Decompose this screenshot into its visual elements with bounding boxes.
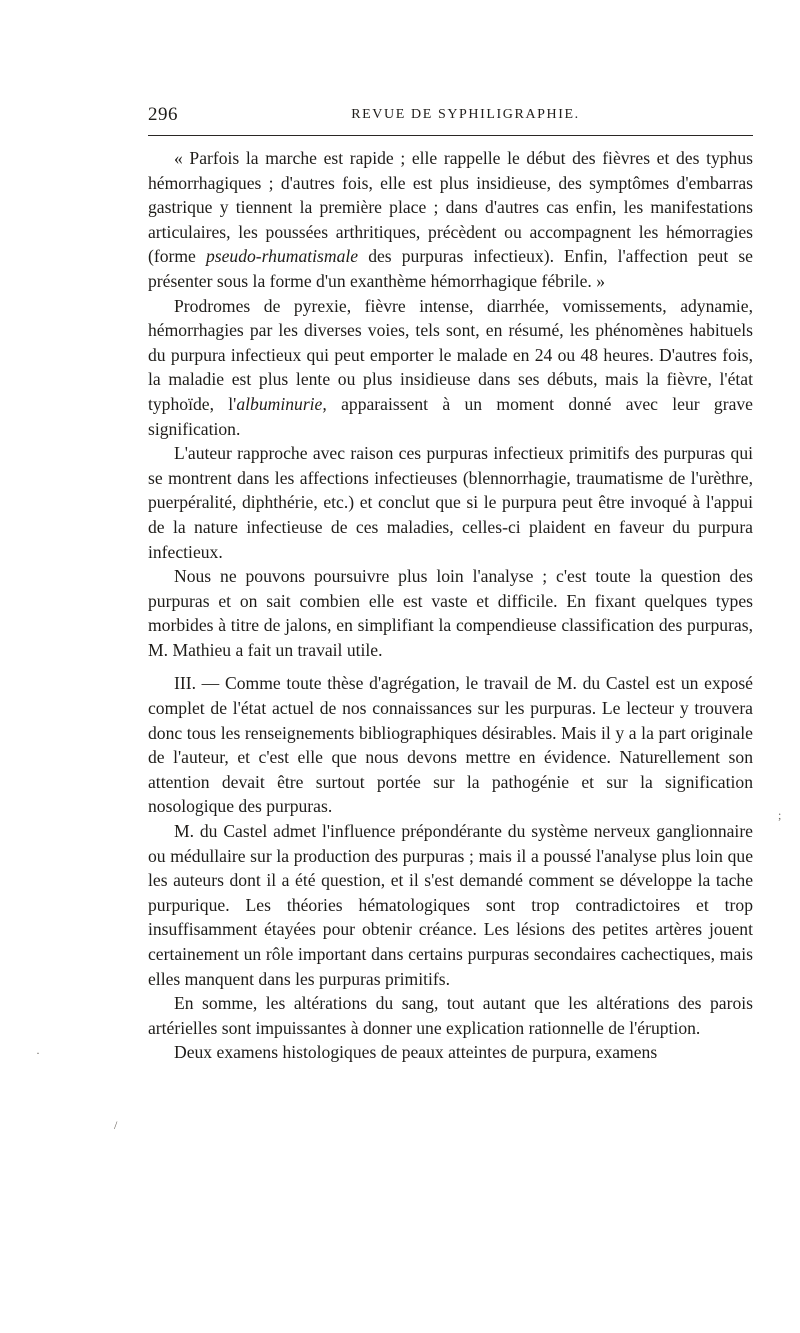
paragraph-prodromes: Prodromes de pyrexie, fièvre intense, diarrhée, vomissements, adynamie, hémorrhagies par les diverses voies, tels sont, en résumé, les phénomènes habituels du purpura infectieux qui peut emporter le malade en 24 ou 48 heures. D'autres fois, la maladie est plus lente ou plus insidieuse dans ses débuts, mais la fièvre, l'état typhoïde, l'albuminurie, apparaissent à un moment donné avec leur grave signification.: [148, 295, 753, 439]
body-text: [148, 146, 753, 1065]
paragraph-analyse: Nous ne pouvons poursuivre plus loin l'analyse ; c'est toute la question des purpuras et on sait combien elle est vaste et difficile. En fixant quelques types morbides à titre de jalons, en simplifiant la compendieuse classification des purpuras, M. Mathieu a fait un travail utile.: [148, 566, 753, 660]
page-number: 296: [148, 104, 178, 125]
paragraph-section-iii: III. — Comme toute thèse d'agrégation, le travail de M. du Castel est un exposé complet de l'état actuel de nos connaissances sur les purpuras. Le lecteur y trouvera donc tous les renseignements bibliographiques désirables. Mais il y a la part originale de l'auteur, et c'est elle que nous devons mettre en évidence. Naturellement son attention devait être surtout portée sur la pathogénie et sur la signification nosologique des purpuras.: [148, 673, 753, 817]
paragraph-du-castel: M. du Castel admet l'influence prépondérante du système nerveux ganglionnaire ou médullaire sur la production des purpuras ; mais il a poussé l'analyse plus loin que les auteurs dont il a été question, et il s'est demandé comment se développe la tache purpurique. Les théories hématologiques sont trop contradictoires et trop insuffisamment étayées pour obtenir créance. Les lésions des petites artères jouent certainement un rôle important dans certains purpuras secondaires cachectiques, mais elles manquent dans les purpuras primitifs.: [148, 821, 753, 989]
page-header: [148, 104, 753, 128]
header-rule: [148, 135, 753, 136]
margin-speck: ;: [778, 808, 782, 822]
margin-speck: /: [114, 1118, 118, 1132]
italic-term: albuminurie,: [236, 393, 327, 414]
paragraph-auteur: L'auteur rapproche avec raison ces purpuras infectieux primitifs des purpuras qui se montrent dans les affections infectieuses (blennorrhagie, traumatisme de l'urèthre, puerpéralité, diphthérie, etc.) et conclut que si le purpura peut être invoqué à l'appui de la nature infectieuse de ces maladies, celles-ci plaident en faveur du purpura infectieux.: [148, 443, 753, 562]
paragraph-en-somme: En somme, les altérations du sang, tout autant que les altérations des parois artérielles sont impuissantes à donner une explication rationnelle de l'éruption.: [148, 993, 753, 1038]
paragraph-deux-examens: Deux examens histologiques de peaux atteintes de purpura, examens: [174, 1042, 658, 1063]
italic-term: pseudo-rhumatismale: [205, 246, 359, 267]
margin-speck: ·: [36, 1046, 40, 1060]
paragraph-quote: « Parfois la marche est rapide ; elle rappelle le début des fièvres et des typhus hémorrhagiques ; d'autres fois, elle est plus insidieuse, des symptômes d'embarras gastrique y tiennent la première place ; dans d'autres cas enfin, les manifestations articulaires, les poussées arthritiques, précèdent ou accompagnent les hémorragies (forme pseudo-rhumatismale des purpuras infectieux). Enfin, l'affection peut se présenter sous la forme d'un exanthème hémorrhagique fébrile. »: [148, 148, 753, 291]
running-title: REVUE DE SYPHILIGRAPHIE.: [351, 107, 580, 122]
